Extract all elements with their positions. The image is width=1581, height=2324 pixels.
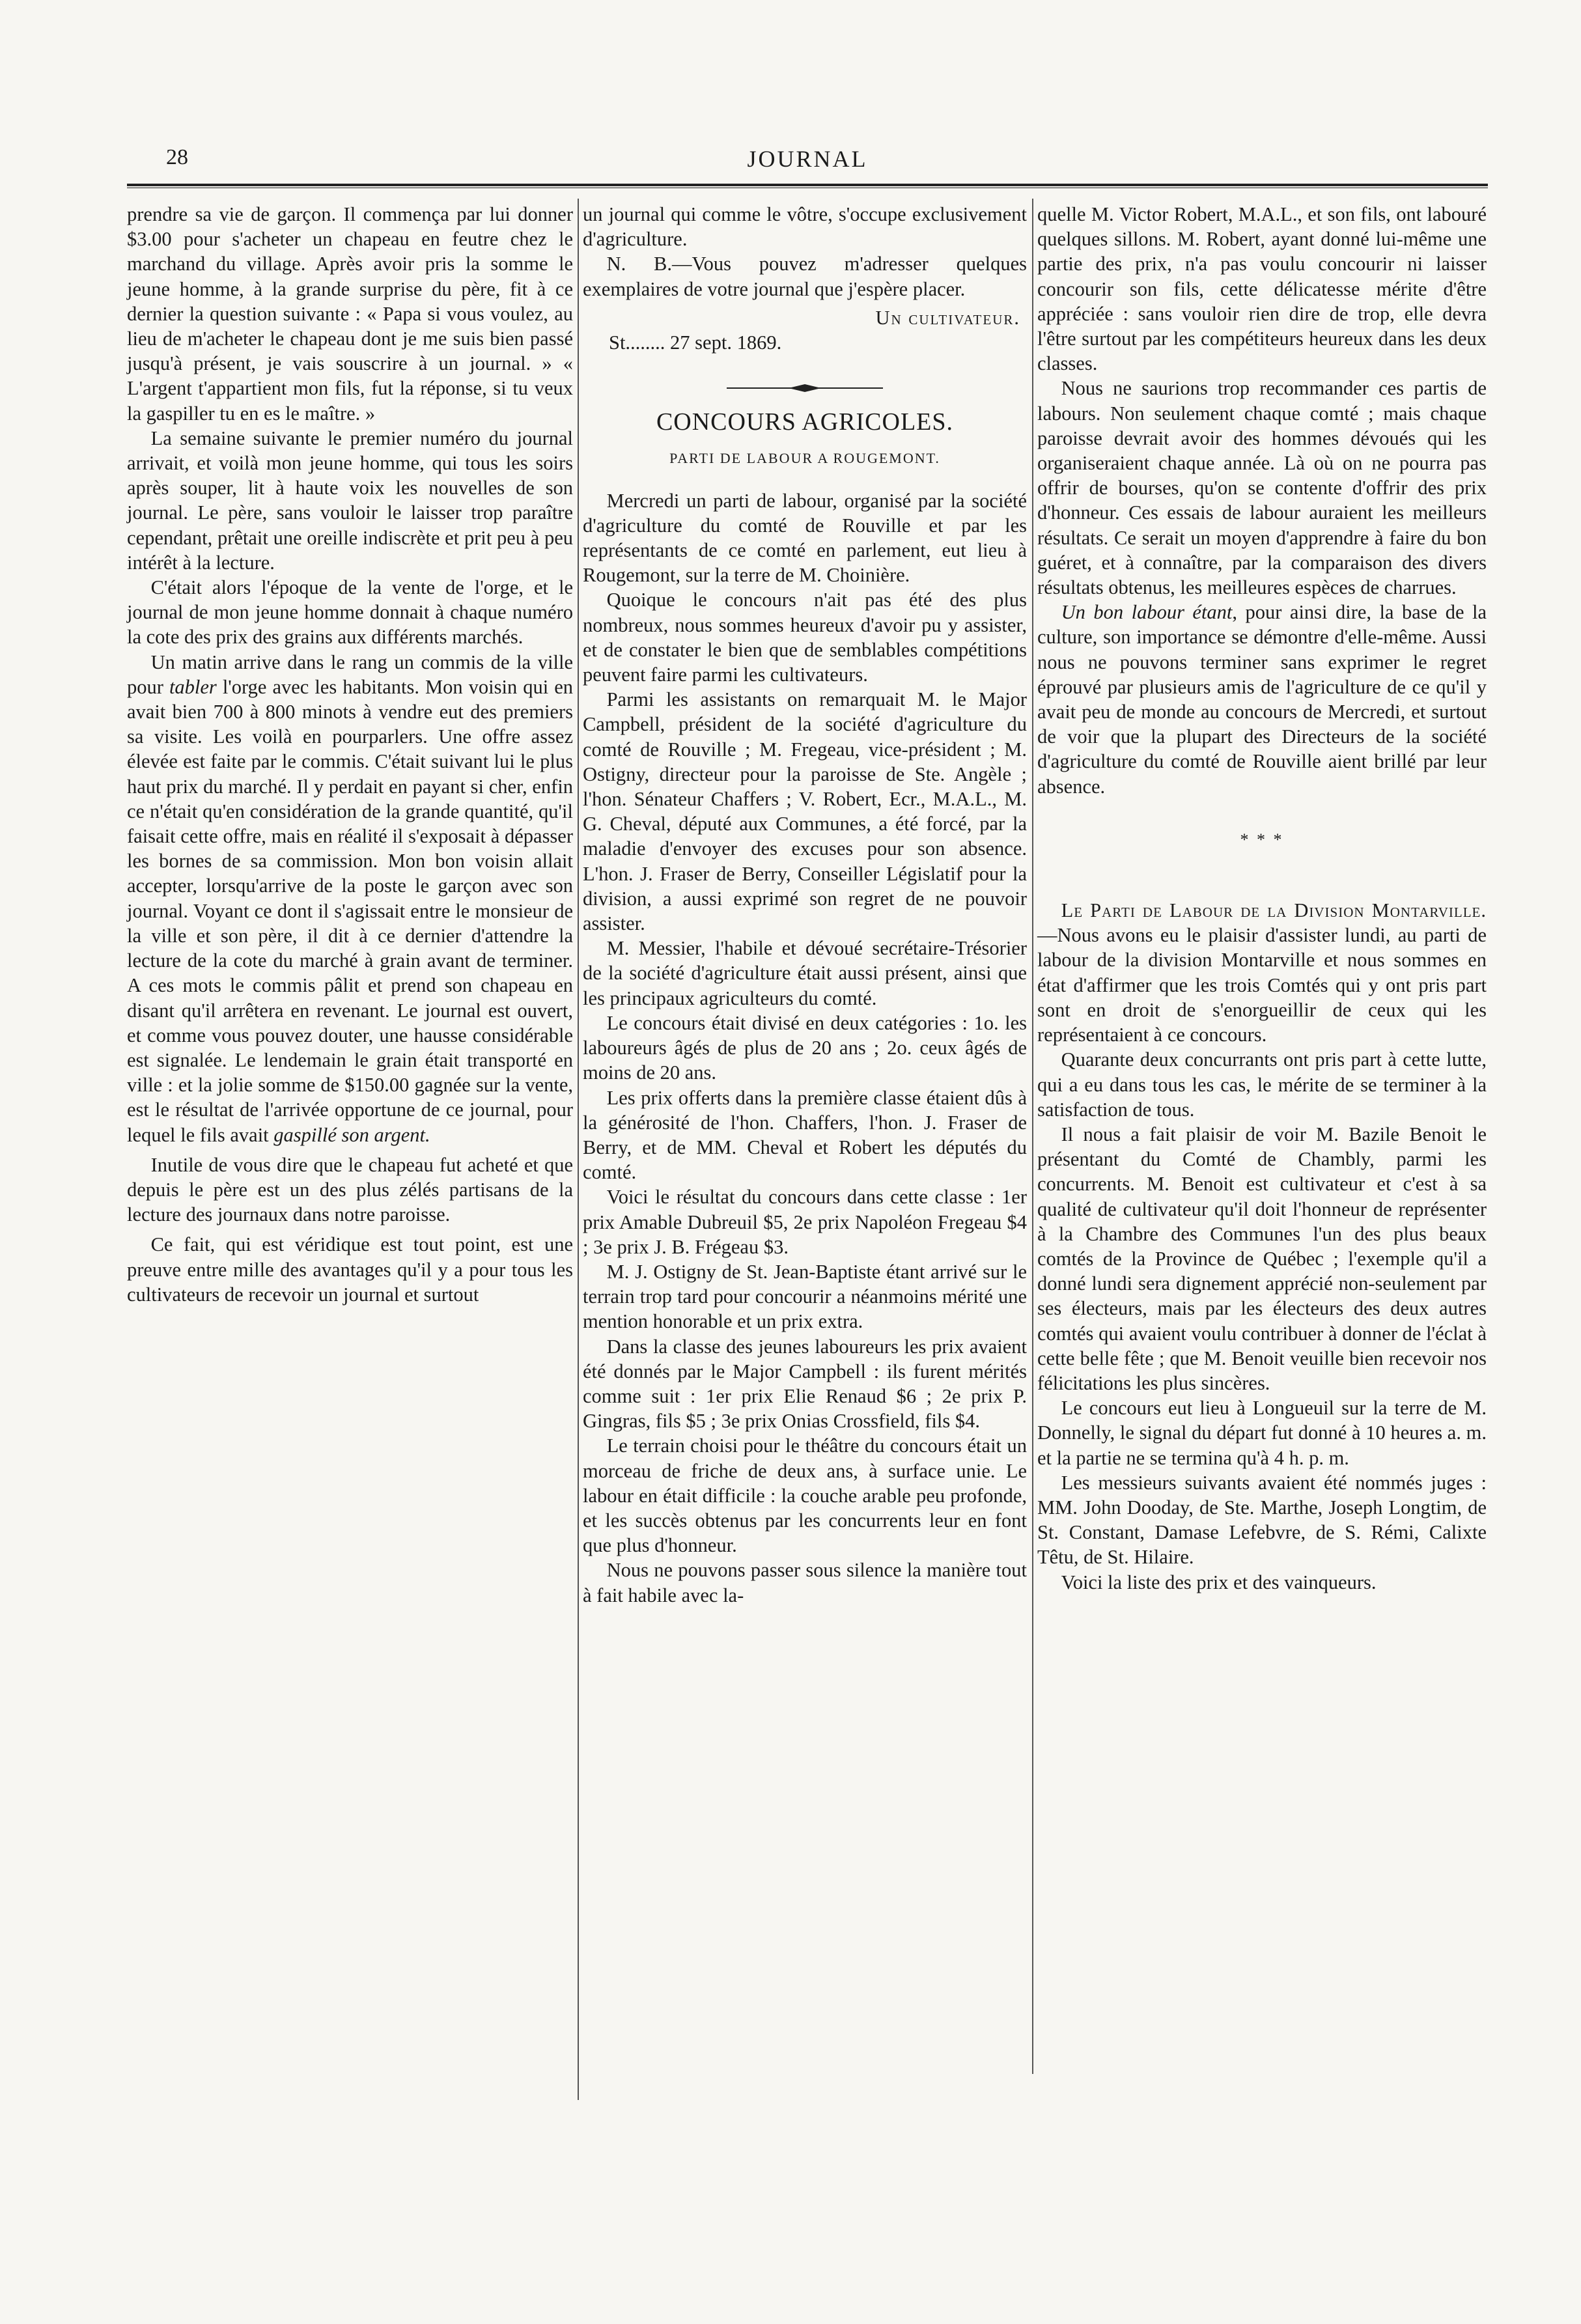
paragraph: Ce fait, qui est véridique est tout point, est une preuve entre mille des avantages qu'il y a pour tous les cultivateurs de recevoir un journal et surtout: [127, 1233, 573, 1306]
section-title: CONCOURS AGRICOLES.: [656, 408, 954, 436]
paragraph: Quarante deux concurrants ont pris part à cette lutte, qui a eu dans tous les cas, le mérite de se terminer à la satisfaction de tous.: [1037, 1048, 1487, 1121]
letter-place-date: St........ 27 sept. 1869.: [609, 331, 782, 354]
paragraph: M. Messier, l'habile et dévoué secrétaire-Trésorier de la société d'agriculture était aussi présent, ainsi que les principaux agriculteurs du comté.: [583, 937, 1027, 1009]
paragraph: Le concours était divisé en deux catégories : 1o. les laboureurs âgés de plus de 20 ans ; 2o. ceux âgés de moins de 20 ans.: [583, 1011, 1027, 1084]
page-header: [127, 140, 1488, 179]
paragraph: Les messieurs suivants avaient été nommés juges : MM. John Dooday, de Ste. Marthe, Joseph Longtim, de St. Constant, Damase Lefebvre, de S. Rémi, Calixte Têtu, de St. Hilaire.: [1037, 1471, 1487, 1569]
column-2: [583, 202, 1027, 1608]
paragraph-text: Un matin arrive dans le rang un commis de la ville pour: [127, 651, 573, 698]
letter-signature: Un cultivateur.: [875, 306, 1020, 329]
running-title: JOURNAL: [747, 146, 868, 172]
paragraph: Voici le résultat du concours dans cette classe : 1er prix Amable Dubreuil $5, 2e prix Napoléon Fregeau $4 ; 3e prix J. B. Frégeau $3.: [583, 1186, 1027, 1258]
paragraph: Dans la classe des jeunes laboureurs les prix avaient été donnés par le Major Campbell : ils furent mérités comme suit : 1er prix Elie Renaud $6 ; 2e prix P. Gingras, fils $5 ; 3e prix Onias Crossfield, fils $4.: [583, 1335, 1027, 1433]
column-1: [127, 202, 573, 1307]
emphasis-text: Un bon labour étant: [1061, 601, 1233, 624]
paragraph-text: , pour ainsi dire, la base de la culture, son importance se démontre d'elle-même. Aussi nous ne pouvons terminer sans exprimer le regret éprouvé par plusieurs amis de l'agriculture de ce qu'il y avait peu de monde au concours de Mercredi, et surtout de voir que la plupart des Directeurs de la société d'agriculture du comté de Rouville aient brillé par leur absence.: [1037, 601, 1487, 798]
emphasis-text: tabler: [169, 675, 217, 698]
paragraph-text: l'orge avec les habitants. Mon voisin qui en avait bien 700 à 800 minots à vendre eut des premiers sa visite. Les voilà en pourparlers. Une offre assez élevée est faite par le commis. C'était suivant lui le plus haut prix du marché. Il y perdait en payant si cher, enfin ce n'était qu'en considération de la grande quantité, qu'il faisait cette offre, mais en réalité il s'exposait à dépasser les bornes de sa commission. Mon bon voisin allait accepter, lorsqu'arrive de la poste le garçon avec son journal. Voyant ce dont il s'agissait entre le monsieur de la ville et son père, il dit à ce dernier d'attendre la lecture de la cote du marché à grain avant de terminer. A ces mots le commis pâlit et prend son chapeau en disant qu'il arrêtera en revenant. Le journal est ouvert, et comme vous pouvez douter, une hausse considérable est signalée. Le lendemain le grain était transporté en ville : et la jolie somme de $150.00 gagnée sur la vente, est le résultat de l'arrivée opportune de ce journal, pour lequel le fils avait: [127, 675, 573, 1146]
paragraph: Inutile de vous dire que le chapeau fut acheté et que depuis le père est un des plus zélés partisans de la lecture des journaux dans notre paroisse.: [127, 1153, 573, 1226]
paragraph: [1037, 600, 1487, 799]
ornamental-rule: [727, 384, 883, 393]
header-rule: [127, 184, 1488, 188]
paragraph: Quoique le concours n'ait pas été des plus nombreux, nous sommes heureux d'avoir pu y assister, et de constater le bien que de semblables compétitions peuvent faire parmi les cultivateurs.: [583, 589, 1027, 686]
page-number: 28: [166, 145, 188, 169]
asterism-separator: * * *: [1240, 830, 1284, 849]
column-divider: [578, 199, 579, 2100]
paragraph: [127, 650, 573, 1147]
paragraph-text: —Nous avons eu le plaisir d'assister lundi, au parti de labour de la division Montarville et nous sommes en état d'affirmer que les trois Comtés qui y ont pris part sont en droit de s'enorgueillir de ceux qui les représentaient à ce concours.: [1037, 924, 1487, 1046]
paragraph: C'était alors l'époque de la vente de l'orge, et le journal de mon jeune homme donnait à chaque numéro la cote des prix des grains aux différents marchés.: [127, 576, 573, 649]
paragraph: Le concours eut lieu à Longueuil sur la terre de M. Donnelly, le signal du départ fut donné à 10 heures a. m. et la partie ne se termina qu'à 4 h. p. m.: [1037, 1397, 1487, 1469]
paragraph: [1037, 898, 1487, 1047]
emphasis-text: gaspillé son argent.: [273, 1123, 430, 1146]
paragraph: un journal qui comme le vôtre, s'occupe exclusivement d'agriculture.: [583, 203, 1027, 251]
paragraph: Le terrain choisi pour le théâtre du concours était un morceau de friche de deux ans, à surface unie. Le labour en était difficile : la couche arable peu profonde, et les succès obtenus par les concurrents leur en font que plus d'honneur.: [583, 1435, 1027, 1557]
paragraph: La semaine suivante le premier numéro du journal arrivait, et voilà mon jeune homme, qui tous les soirs après souper, lit à haute voix les nouvelles de son journal. Le père, sans vouloir le laisser trop paraître cependant, prêtait une oreille indiscrète et prit peu à peu intérêt à la lecture.: [127, 427, 573, 574]
paragraph: Voici la liste des prix et des vainqueurs.: [1061, 1571, 1377, 1593]
paragraph: quelle M. Victor Robert, M.A.L., et son fils, ont labouré quelques sillons. M. Robert, ayant donné lui-même une partie des prix, n'a pas voulu concourir ni laisser concourir son fils, cette délicatesse mérite d'être appréciée : sans vouloir rien dire de trop, elle devra l'être surtout par les compétiteurs heureux dans les deux classes.: [1037, 203, 1487, 375]
column-divider: [1032, 199, 1033, 2074]
paragraph: prendre sa vie de garçon. Il commença par lui donner $3.00 pour s'acheter un chapeau en feutre chez le marchand du village. Après avoir pris la somme le jeune homme, à la grande surprise du père, fit à ce dernier la question suivante : « Papa si vous voulez, au lieu de m'acheter le chapeau dont je me suis bien passé jusqu'à présent, je vais souscrire à un journal. » « L'argent t'appartient mon fils, fut la réponse, si tu veux la gaspiller tu en es le maître. »: [127, 203, 573, 425]
paragraph: Les prix offerts dans la première classe étaient dûs à la générosité de l'hon. Chaffers, l'hon. J. Fraser de Berry, et de MM. Cheval et Robert les députés du comté.: [583, 1086, 1027, 1184]
paragraph: Parmi les assistants on remarquait M. le Major Campbell, président de la société d'agriculture du comté de Rouville ; M. Fregeau, vice-président ; M. Ostigny, directeur pour la paroisse de Ste. Angèle ; l'hon. Sénateur Chaffers ; V. Robert, Ecr., M.A.L., M. G. Cheval, député aux Communes, a été forcé, par la maladie d'envoyer des excuses pour son absence. L'hon. J. Fraser de Berry, Conseiller Législatif pour la division, a aussi exprimé son regret de ne pouvoir assister.: [583, 688, 1027, 935]
section-subheading: PARTI DE LABOUR A ROUGEMONT.: [669, 450, 940, 467]
column-3: [1037, 202, 1487, 1595]
paragraph: Il nous a fait plaisir de voir M. Bazile Benoit le présentant du Comté de Chambly, parmi les concurrents. M. Benoit est cultivateur et c'est à sa qualité de cultivateur qu'il doit l'honneur de représenter à la Chambre des Communes l'un des plus beaux comtés de la Province de Québec ; l'exemple qu'il a donné lundi sera dignement apprécié non-seulement par ses électeurs, mais par les électeurs des deux autres comtés qui avaient voulu contribuer à donner de l'éclat à cette belle fête ; que M. Benoit veuille bien recevoir nos félicitations les plus sincères.: [1037, 1123, 1487, 1394]
paragraph: Nous ne saurions trop recommander ces partis de labours. Non seulement chaque comté ; mais chaque paroisse devrait avoir des hommes dévoués qui les organiseraient chaque année. Là où on ne pourra pas offrir de bourses, qu'on se contente d'offrir des prix d'honneur. Ces essais de labour auraient les meilleurs résultats. Ce serait un moyen d'apprendre à faire du bon guéret, et à connaître, par la comparaison des divers résultats obtenus, les meilleures espèces de charrues.: [1037, 377, 1487, 599]
paragraph: N. B.—Vous pouvez m'adresser quelques exemplaires de votre journal que j'espère placer.: [583, 253, 1027, 300]
paragraph: Nous ne pouvons passer sous silence la manière tout à fait habile avec la-: [583, 1559, 1027, 1606]
item-title: Le Parti de Labour de la Division Montarville.: [1061, 899, 1487, 922]
paragraph: M. J. Ostigny de St. Jean-Baptiste étant arrivé sur le terrain trop tard pour concourir a néanmoins mérité une mention honorable et un prix extra.: [583, 1260, 1027, 1333]
paragraph: Mercredi un parti de labour, organisé par la société d'agriculture du comté de Rouville et par les représentants de ce comté en parlement, eut lieu à Rougemont, sur la terre de M. Choinière.: [583, 489, 1027, 587]
